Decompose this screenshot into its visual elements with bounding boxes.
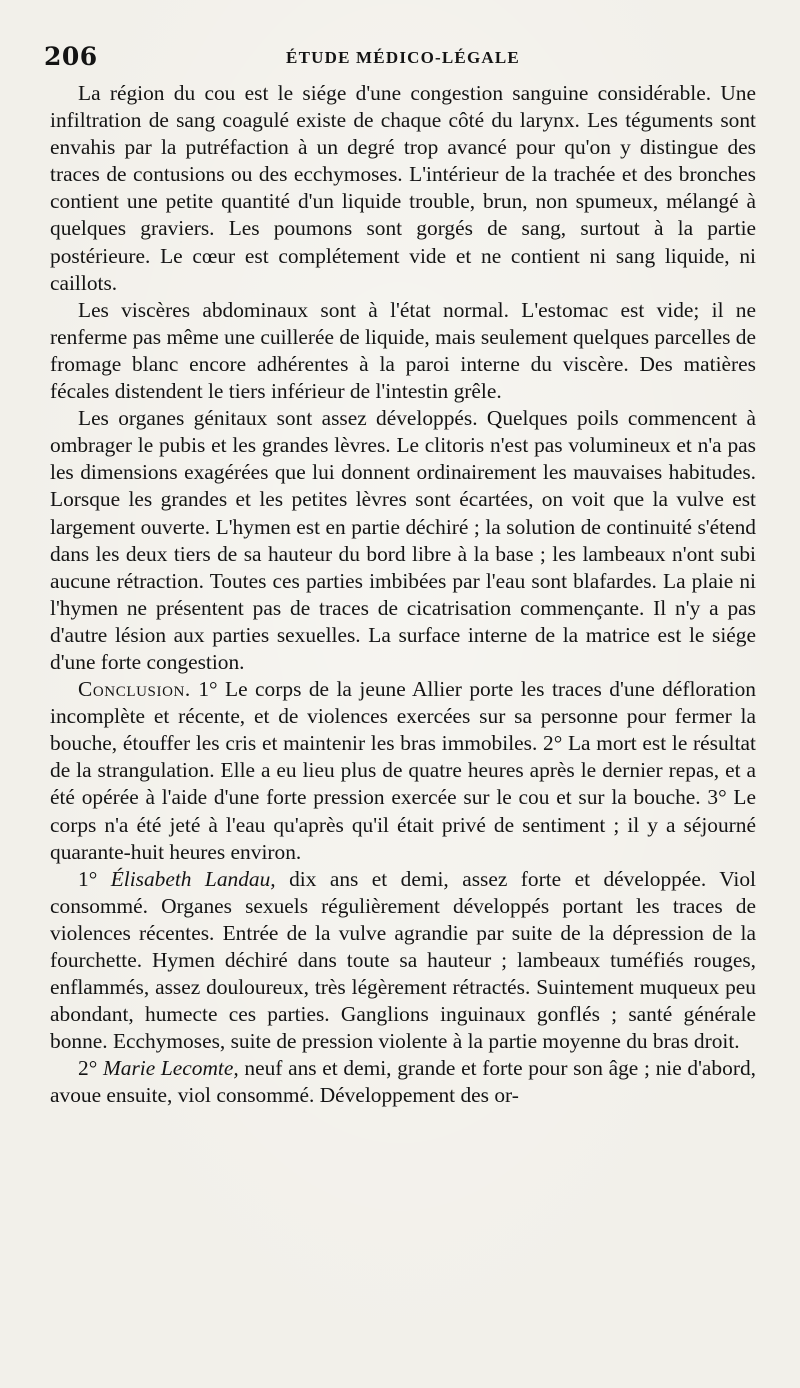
case-number: 2° [78, 1056, 98, 1081]
conclusion-text: 1° Le corps de la jeune Allier porte les traces d'une défloration incomplète et récente, et de violences exercées sur sa personne pour fermer la bouche, étouffer les cris et maintenir les bras immobiles. 2° La mort est le résultat de la strangulation. Elle a eu lieu plus de quatre heures après le dernier repas, et a été opérée à l'aide d'une forte pression exercée sur le cou et sur la bouche. 3° Le corps n'a été jeté à l'eau qu'après qu'il était privé de sentiment ; il y a séjourné quarante-huit heures environ. [50, 677, 756, 864]
page-number: 206 [44, 42, 98, 71]
paragraph: Les organes génitaux sont assez développés. Quelques poils commencent à ombrager le pubis et les grandes lèvres. Le clitoris n'est pas volumineux et n'a pas les dimensions exagérées que lui donnent ordinairement les mauvaises habitudes. Lorsque les grandes et les petites lèvres sont écartées, on voit que la vulve est largement ouverte. L'hymen est en partie déchiré ; la solution de continuité s'étend dans les deux tiers de sa hauteur du bord libre à la base ; les lambeaux n'ont subi aucune rétraction. Toutes ces parties imbibées par l'eau sont blafardes. La plaie ni l'hymen ne présentent pas de traces de cicatrisation commençante. Il n'y a pas d'autre lésion aux parties sexuelles. La surface interne de la matrice est le siége d'une forte congestion. [50, 406, 756, 674]
body-text [50, 80, 756, 1110]
page-header [44, 38, 756, 80]
conclusion-label: Conclusion. [78, 677, 191, 702]
conclusion-paragraph [50, 676, 756, 866]
paragraph: Les viscères abdominaux sont à l'état normal. L'estomac est vide; il ne renferme pas même une cuillerée de liquide, mais seulement quelques parcelles de fromage blanc encore adhérentes à la paroi interne du viscère. Des matières fécales distendent le tiers inférieur de l'intestin grêle. [50, 297, 756, 404]
case-name: Marie Lecomte, [102, 1056, 239, 1081]
case-paragraph [50, 1055, 756, 1109]
case-paragraph [50, 866, 756, 1056]
case-text: neuf ans et demi, grande et forte pour son âge ; nie d'abord, avoue ensuite, viol consommé. Développement des or- [50, 1056, 756, 1108]
case-text: dix ans et demi, assez forte et développée. Viol consommé. Organes sexuels régulièrement développés portant les traces de violences récentes. Entrée de la vulve agrandie par suite de la dépression de la fourchette. Hymen déchiré dans toute sa hauteur ; lambeaux tuméfiés rouges, enflammés, assez douloureux, très légèrement rétractés. Suintement muqueux peu abondant, humecte ces parties. Ganglions inguinaux gonflés ; santé générale bonne. Ecchymoses, suite de pression violente à la partie moyenne du bras droit. [50, 866, 756, 1054]
case-name: Élisabeth Landau, [110, 866, 276, 891]
case-number: 1° [78, 866, 98, 891]
paragraph: La région du cou est le siége d'une congestion sanguine considérable. Une infiltration de sang coagulé existe de chaque côté du larynx. Les téguments sont envahis par la putréfaction à un degré trop avancé pour qu'on y distingue des traces de contusions ou des ecchymoses. L'intérieur de la trachée et des bronches contient une petite quantité d'un liquide trouble, brun, non spumeux, mélangé à quelques graviers. Les poumons sont gorgés de sang, surtout à la partie postérieure. Le cœur est complétement vide et ne contient ni sang liquide, ni caillots. [50, 81, 756, 295]
running-title: ÉTUDE MÉDICO-LÉGALE [286, 48, 520, 67]
